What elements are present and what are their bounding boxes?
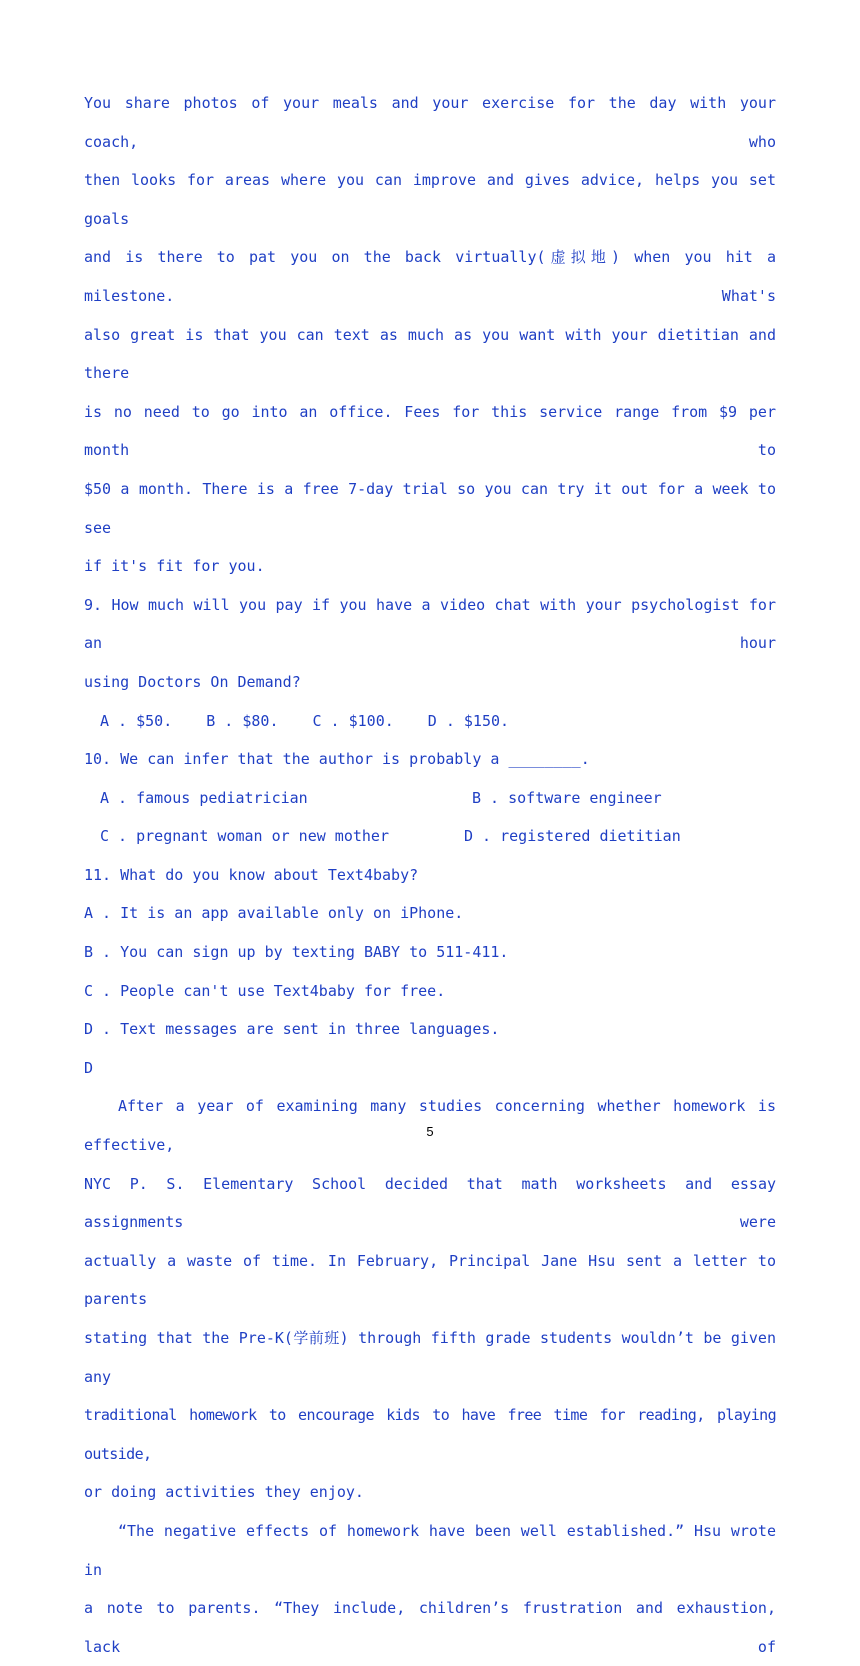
option-c: C . People can't use Text4baby for free. bbox=[84, 981, 446, 1000]
text-line: stating that the Pre-K(学前班) through fifth grade students wouldn’t be given any bbox=[84, 1329, 776, 1386]
options-row bbox=[84, 779, 776, 818]
question-10 bbox=[84, 740, 776, 856]
text-line: “The negative effects of homework have been well established.” Hsu wrote in bbox=[84, 1521, 776, 1579]
passage-d bbox=[84, 1087, 776, 1666]
text-line: NYC P. S. Elementary School decided that math worksheets and essay assignments were bbox=[84, 1174, 776, 1232]
option-d: D . Text messages are sent in three languages. bbox=[84, 1020, 500, 1039]
text-line: traditional homework to encourage kids to have free time for reading, playing outside, bbox=[84, 1406, 776, 1463]
option-a: A . It is an app available only on iPhone. bbox=[84, 904, 464, 923]
question-stem: using Doctors On Demand? bbox=[84, 672, 301, 691]
question-stem: 11. What do you know about Text4baby? bbox=[84, 865, 419, 884]
text-line: then looks for areas where you can improve and gives advice, helps you set goals bbox=[84, 171, 776, 228]
option-a: A . $50. bbox=[100, 711, 173, 730]
text-line: actually a waste of time. In February, Principal Jane Hsu sent a letter to parents bbox=[84, 1251, 776, 1309]
page-number: 5 bbox=[426, 1124, 434, 1139]
option-b: B . $80. bbox=[206, 711, 279, 730]
options-row bbox=[84, 817, 776, 856]
options-row bbox=[84, 702, 776, 741]
option-b: B . software engineer bbox=[472, 788, 662, 807]
question-stem: 9. How much will you pay if you have a video chat with your psychologist for an hour bbox=[84, 595, 776, 653]
option-d: D . registered dietitian bbox=[464, 827, 681, 846]
option-c: C . $100. bbox=[312, 711, 394, 730]
option-b: B . You can sign up by texting BABY to 511-411. bbox=[84, 943, 509, 962]
text-line: You share photos of your meals and your exercise for the day with your coach, who bbox=[84, 94, 776, 151]
text-line: a note to parents. “They include, children’s frustration and exhaustion, lack of bbox=[84, 1599, 776, 1656]
text-line: is no need to go into an office. Fees for this service range from $9 per month to bbox=[84, 402, 776, 460]
option-c: C . pregnant woman or new mother bbox=[100, 827, 389, 846]
text-line: or doing activities they enjoy. bbox=[84, 1483, 364, 1502]
question-11 bbox=[84, 856, 776, 1049]
question-stem: 10. We can infer that the author is probably a ________. bbox=[84, 750, 590, 769]
text-line: and is there to pat you on the back virtually(虚拟地) when you hit a milestone. What's bbox=[84, 248, 776, 305]
text-line: also great is that you can text as much as you want with your dietitian and there bbox=[84, 325, 776, 383]
text-line: if it's fit for you. bbox=[84, 557, 265, 576]
page-content bbox=[84, 84, 776, 1666]
option-a: A . famous pediatrician bbox=[100, 788, 308, 807]
text-line: $50 a month. There is a free 7-day trial so you can try it out for a week to see bbox=[84, 479, 776, 537]
section-heading: D bbox=[84, 1058, 94, 1077]
option-d: D . $150. bbox=[427, 711, 510, 730]
question-9 bbox=[84, 586, 776, 740]
passage-c-ending bbox=[84, 84, 776, 586]
text-line: After a year of examining many studies concerning whether homework is effective, bbox=[84, 1097, 776, 1155]
